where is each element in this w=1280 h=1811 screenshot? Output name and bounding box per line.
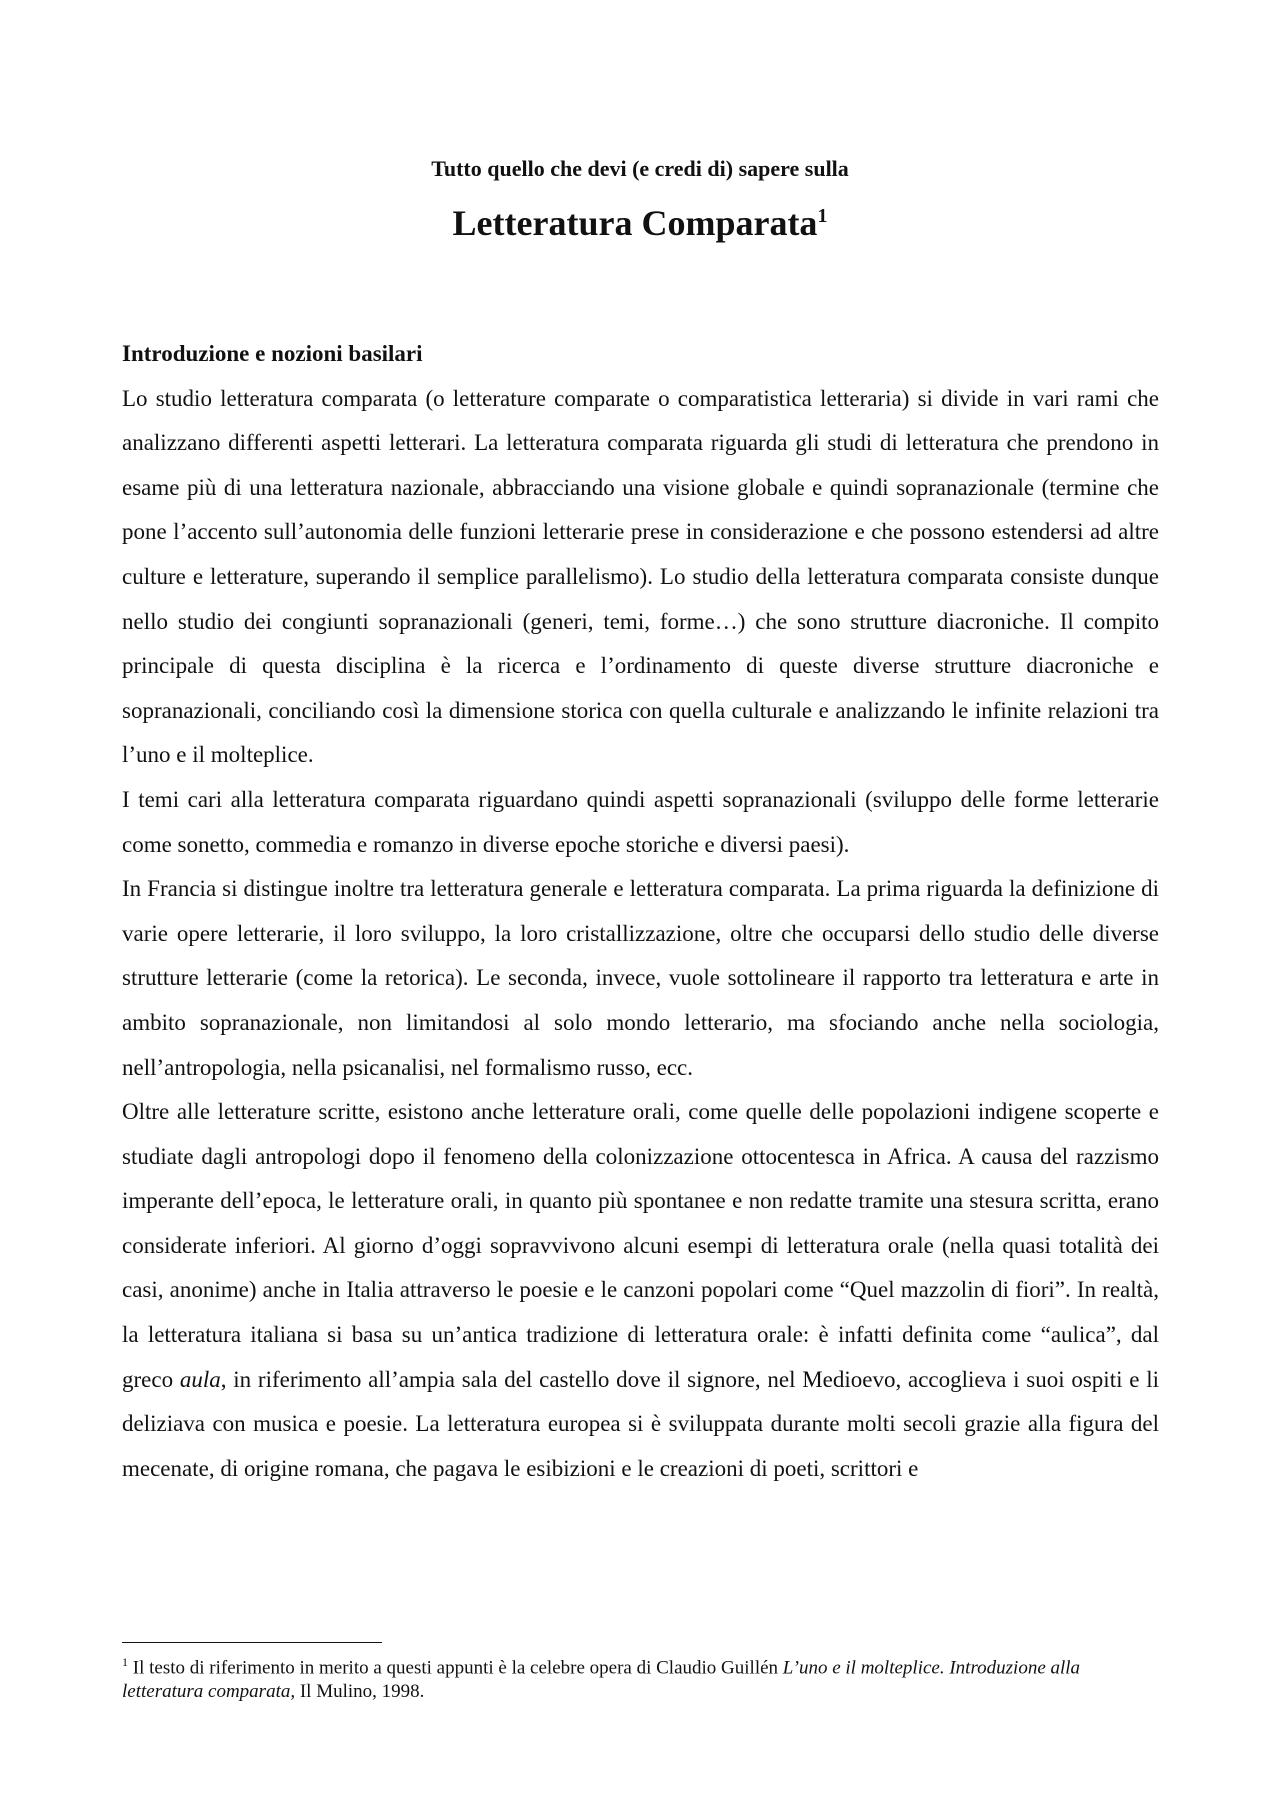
- title-text: Letteratura Comparata: [452, 203, 818, 243]
- document-subtitle: Tutto quello che devi (e credi di) sapere sulla: [431, 156, 849, 181]
- paragraph: I temi cari alla letteratura comparata riguardano quindi aspetti sopranazionali (sviluppo delle forme letterarie come sonetto, commedia e romanzo in diverse epoche storiche e diversi paesi).: [122, 786, 1159, 857]
- footnote-text: Il testo di riferimento in merito a questi appunti è la celebre opera di Claudio Guillén: [128, 1657, 783, 1679]
- section-heading: Introduzione e nozioni basilari: [122, 341, 423, 366]
- footnote-book-title: L’uno e il molteplice. Introduzione alla letteratura comparata,: [122, 1657, 1081, 1703]
- footnote-mark: 1: [122, 1655, 128, 1669]
- paragraph-text: , in riferimento all’ampia sala del castello dove il signore, nel Medioevo, accoglieva i suoi ospiti e li deliziava con musica e poesie. La letteratura europea si è sviluppata durante molti secoli grazie alla figura del mecenate, di origine romana, che pagava le esibizioni e le creazioni di poeti, scrittori e: [122, 1366, 1159, 1481]
- italic-term: aula: [179, 1366, 221, 1392]
- document-title: [0, 200, 1280, 246]
- document-body: [122, 332, 1159, 1491]
- title-footnote-reference[interactable]: 1: [817, 205, 828, 227]
- paragraph: In Francia si distingue inoltre tra letteratura generale e letteratura comparata. La prima riguarda la definizione di varie opere letterarie, il loro sviluppo, la loro cristallizzazione, oltre che occuparsi dello studio delle diverse strutture letterarie (come la retorica). Le seconda, invece, vuole sottolineare il rapporto tra letteratura e arte in ambito sopranazionale, non limitandosi al solo mondo letterario, ma sfociando anche nella sociologia, nell’antropologia, nella psicanalisi, nel formalismo russo, ecc.: [122, 876, 1159, 1080]
- footnote-separator: [122, 1642, 382, 1643]
- paragraph-text: Oltre alle letterature scritte, esistono anche letterature orali, come quelle delle popolazioni indigene scoperte e studiate dagli antropologi dopo il fenomeno della colonizzazione ottocentesca in Africa. A causa del razzismo imperante dell’epoca, le letterature orali, in quanto più spontanee e non redatte tramite una stesura scritta, erano considerate inferiori. Al giorno d’oggi sopravvivono alcuni esempi di letteratura orale (nella quasi totalità dei casi, anonime) anche in Italia attraverso le poesie e le canzoni popolari come “Quel mazzolin di fiori”. In realtà, la letteratura italiana si basa su un’antica tradizione di letteratura orale: è infatti definita come “aulica”, dal greco: [122, 1099, 1159, 1392]
- paragraph: [122, 1090, 1159, 1491]
- footnote-text: Il Mulino, 1998.: [295, 1681, 425, 1703]
- paragraph: Lo studio letteratura comparata (o letterature comparate o comparatistica letteraria) si divide in vari rami che analizzano differenti aspetti letterari. La letteratura comparata riguarda gli studi di letteratura che prendono in esame più di una letteratura nazionale, abbracciando una visione globale e quindi sopranazionale (termine che pone l’accento sull’autonomia delle funzioni letterarie prese in considerazione e che possono estendersi ad altre culture e letterature, superando il semplice parallelismo). Lo studio della letteratura comparata consiste dunque nello studio dei congiunti sopranazionali (generi, temi, forme…) che sono strutture diacroniche. Il compito principale di questa disciplina è la ricerca e l’ordinamento di queste diverse strutture diacroniche e sopranazionali, conciliando così la dimensione storica con quella culturale e analizzando le infinite relazioni tra l’uno e il molteplice.: [122, 385, 1159, 768]
- footnote: [122, 1650, 1159, 1704]
